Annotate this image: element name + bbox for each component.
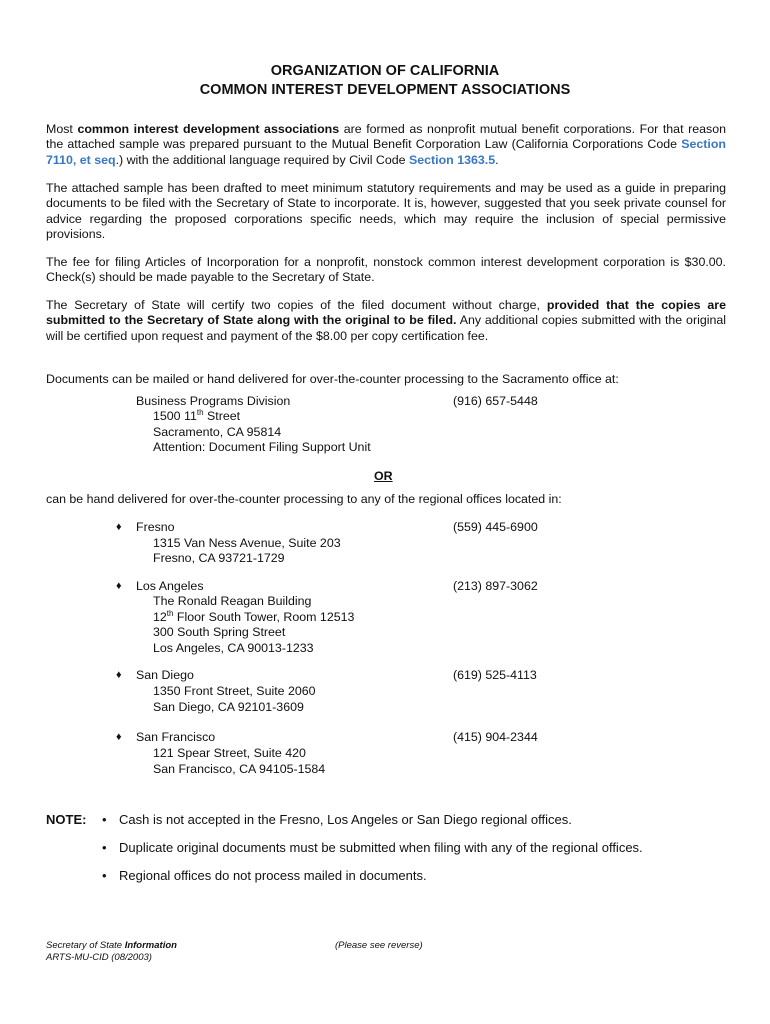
diamond-bullet-icon: ♦: [116, 521, 122, 533]
fresno-address-line-2: Fresno, CA 93721-1729: [153, 551, 285, 565]
diamond-bullet-icon: ♦: [116, 669, 122, 681]
footer-source: Secretary of State Information: [46, 940, 177, 951]
section-7110-link[interactable]: Section 7110, et seq: [46, 137, 726, 167]
sd-phone: (619) 525-4113: [453, 668, 537, 682]
sf-name: San Francisco: [136, 730, 216, 744]
footer-see-reverse: (Please see reverse): [335, 940, 423, 951]
la-phone: (213) 897-3062: [453, 579, 538, 593]
section-1363-5-link[interactable]: Section 1363.5: [409, 152, 496, 167]
sf-address-line-1: 121 Spear Street, Suite 420: [153, 746, 306, 760]
sf-address-line-2: San Francisco, CA 94105-1584: [153, 762, 326, 776]
sf-phone: (415) 904-2344: [453, 730, 538, 744]
title-line-2: COMMON INTEREST DEVELOPMENT ASSOCIATIONS: [199, 82, 571, 98]
note-label: NOTE:: [46, 812, 87, 827]
sd-name: San Diego: [136, 668, 194, 682]
bullet-dot-icon: •: [102, 812, 107, 827]
diamond-bullet-icon: ♦: [116, 731, 122, 743]
la-address-line-2: 12th Floor South Tower, Room 12513: [153, 608, 355, 624]
la-address-line-1: The Ronald Reagan Building: [153, 594, 312, 608]
sacramento-attention: Attention: Document Filing Support Unit: [153, 440, 371, 454]
intro-paragraph-1: Most common interest development associations are formed as nonprofit mutual benefit corporations. For that reason the attached sample was prepared pursuant to the Mutual Benefit Corporation Law (California Corporations Code Section 7110, et seq.) with the additional language required by Civil Code Section 1363.5.: [46, 122, 726, 167]
intro-paragraph-3: The fee for filing Articles of Incorporation for a nonprofit, nonstock common interest development corporation is $30.00. Check(s) should be made payable to the Secretary of State.: [46, 255, 726, 285]
sacramento-city: Sacramento, CA 95814: [153, 425, 282, 439]
sd-address-line-2: San Diego, CA 92101-3609: [153, 700, 304, 714]
intro-paragraph-2: The attached sample has been drafted to meet minimum statutory requirements and may be used as a guide in preparing documents to be filed with the Secretary of State to incorporate. It is, however, suggested that you seek private counsel for advice regarding the proposed corporations specific needs, which may require the inclusion of special permissive provisions.: [46, 181, 726, 242]
sacramento-office-name: Business Programs Division: [136, 394, 291, 408]
fresno-address-line-1: 1315 Van Ness Avenue, Suite 203: [153, 536, 341, 550]
title-line-1: ORGANIZATION OF CALIFORNIA: [270, 63, 500, 79]
la-name: Los Angeles: [136, 579, 204, 593]
bullet-dot-icon: •: [102, 840, 107, 855]
bullet-dot-icon: •: [102, 868, 107, 883]
fresno-name: Fresno: [136, 520, 175, 534]
mail-intro: Documents can be mailed or hand delivered for over-the-counter processing to the Sacramento office at:: [46, 372, 619, 386]
la-address-line-4: Los Angeles, CA 90013-1233: [153, 641, 314, 655]
intro-paragraph-4: The Secretary of State will certify two copies of the filed document without charge, provided that the copies are submitted to the Secretary of State along with the original to be filed. Any additional copies submitted with the original will be certified upon request and payment of the $8.00 per copy certification fee.: [46, 298, 726, 343]
note-item-3: Regional offices do not process mailed in documents.: [119, 868, 427, 883]
note-item-2: Duplicate original documents must be submitted when filing with any of the regional offices.: [119, 840, 643, 855]
fresno-phone: (559) 445-6900: [453, 520, 538, 534]
or-separator: OR: [374, 469, 393, 483]
sacramento-street: 1500 11th Street: [153, 407, 241, 423]
regional-intro: can be hand delivered for over-the-counter processing to any of the regional offices located in:: [46, 492, 562, 506]
footer-form-id: ARTS-MU-CID (08/2003): [46, 952, 152, 963]
sacramento-phone: (916) 657-5448: [453, 394, 538, 408]
la-address-line-3: 300 South Spring Street: [153, 625, 286, 639]
diamond-bullet-icon: ♦: [116, 580, 122, 592]
sd-address-line-1: 1350 Front Street, Suite 2060: [153, 684, 316, 698]
note-item-1: Cash is not accepted in the Fresno, Los Angeles or San Diego regional offices.: [119, 812, 572, 827]
